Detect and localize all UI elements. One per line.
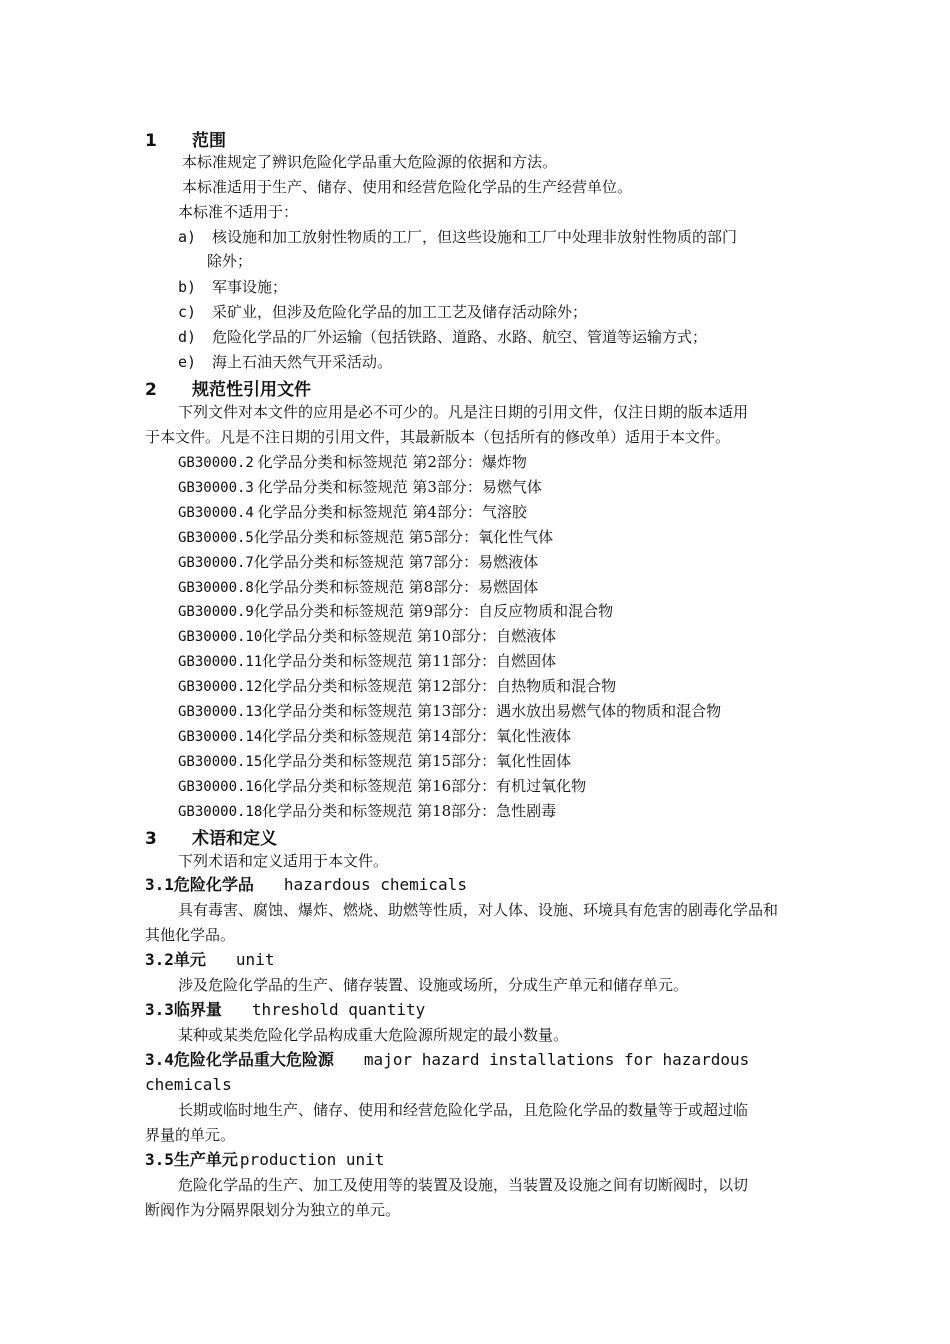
reference-title: 化学品分类和标签规范 第9部分：自反应物质和混合物: [253, 602, 614, 620]
reference-title: 化学品分类和标签规范 第7部分：易燃液体: [253, 553, 539, 571]
reference-item: [178, 477, 542, 498]
reference-title: 化学品分类和标签规范 第8部分：易燃固体: [253, 578, 539, 596]
term-definition: 某种或某类危险化学品构成重大危险源所规定的最小数量。: [178, 1026, 569, 1044]
paragraph: 于本文件。凡是不注日期的引用文件，其最新版本（包括所有的修改单）适用于本文件。: [145, 428, 731, 446]
reference-title: 化学品分类和标签规范 第13部分：遇水放出易燃气体的物质和混合物: [262, 702, 722, 720]
reference-title: 化学品分类和标签规范 第3部分：易燃气体: [257, 478, 542, 496]
term-english: hazardous chemicals: [283, 875, 467, 894]
list-item: [178, 302, 587, 322]
term-definition: 其他化学品。: [145, 926, 236, 944]
term-number: 3.4: [145, 1050, 174, 1069]
reference-title: 化学品分类和标签规范 第2部分：爆炸物: [257, 453, 527, 471]
reference-title: 化学品分类和标签规范 第5部分：氧化性气体: [253, 528, 554, 546]
reference-title: 化学品分类和标签规范 第10部分：自燃液体: [262, 627, 557, 645]
reference-code: GB30000.8: [178, 580, 254, 596]
term-chinese: 生产单元: [173, 1150, 238, 1169]
section-heading-1: [145, 126, 226, 151]
reference-code: GB30000.3: [178, 480, 254, 496]
paragraph: 本标准规定了辨识危险化学品重大危险源的依据和方法。: [182, 153, 558, 171]
reference-code: GB30000.5: [178, 530, 254, 546]
section-title: 规范性引用文件: [192, 380, 311, 400]
reference-code: GB30000.15: [178, 754, 263, 770]
paragraph: 本标准适用于生产、储存、使用和经营危险化学品的生产经营单位。: [182, 178, 633, 196]
reference-code: GB30000.4: [178, 505, 254, 521]
term-definition: 涉及危险化学品的生产、储存装置、设施或场所，分成生产单元和储存单元。: [178, 976, 689, 994]
reference-item: [178, 527, 553, 548]
reference-item: [178, 751, 571, 772]
reference-title: 化学品分类和标签规范 第18部分：急性剧毒: [262, 802, 557, 820]
term-number: 3.2: [145, 950, 174, 969]
term-chinese: 临界量: [173, 1000, 222, 1019]
list-item-text: 军事设施；: [212, 278, 288, 296]
term-english: major hazard installations for hazardous: [363, 1050, 750, 1069]
list-item: [178, 352, 392, 372]
section-number: 2: [145, 380, 157, 400]
list-item-key: d): [178, 328, 197, 346]
term-chinese: 危险化学品: [173, 875, 254, 894]
reference-code: GB30000.18: [178, 804, 263, 820]
reference-item: [178, 701, 721, 722]
reference-item: [178, 552, 538, 573]
reference-code: GB30000.13: [178, 704, 263, 720]
list-item-text: 核设施和加工放射性物质的工厂，但这些设施和工厂中处理非放射性物质的部门: [212, 228, 738, 246]
paragraph: 下列术语和定义适用于本文件。: [178, 852, 389, 870]
term-heading-continuation: [145, 1074, 232, 1097]
term-number: 3.3: [145, 1000, 174, 1019]
term-heading: [145, 1049, 749, 1072]
reference-title: 化学品分类和标签规范 第15部分：氧化性固体: [262, 752, 572, 770]
term-definition: 界量的单元。: [145, 1126, 236, 1144]
term-definition: 断阀作为分隔界限划分为独立的单元。: [145, 1201, 401, 1219]
term-heading: [145, 874, 467, 897]
reference-code: GB30000.10: [178, 629, 263, 645]
term-number: 3.1: [145, 875, 174, 894]
list-item-key: c): [178, 303, 197, 321]
term-english: unit: [235, 950, 275, 969]
reference-title: 化学品分类和标签规范 第14部分：氧化性液体: [262, 727, 572, 745]
list-item-key: a): [178, 228, 197, 246]
term-heading: [145, 999, 425, 1022]
reference-code: GB30000.11: [178, 654, 263, 670]
reference-item: [178, 651, 556, 672]
reference-code: GB30000.12: [178, 679, 263, 695]
term-heading: [145, 949, 274, 972]
reference-item: [178, 452, 527, 473]
reference-title: 化学品分类和标签规范 第16部分：有机过氧化物: [262, 777, 587, 795]
section-number: 3: [145, 829, 157, 849]
reference-item: [178, 726, 571, 747]
term-chinese: 单元: [173, 950, 206, 969]
section-title: 术语和定义: [192, 829, 277, 849]
term-definition: 具有毒害、腐蚀、爆炸、燃烧、助燃等性质，对人体、设施、环境具有危害的剧毒化学品和: [178, 901, 779, 919]
reference-code: GB30000.14: [178, 729, 263, 745]
term-english: chemicals: [145, 1075, 232, 1094]
reference-code: GB30000.16: [178, 779, 263, 795]
list-item-key: e): [178, 353, 197, 371]
list-item: [178, 277, 287, 297]
reference-item: [178, 676, 616, 697]
list-item: [178, 227, 737, 247]
reference-code: GB30000.9: [178, 604, 254, 620]
reference-title: 化学品分类和标签规范 第12部分：自热物质和混合物: [262, 677, 617, 695]
list-item-key: b): [178, 278, 197, 296]
term-definition: 长期或临时地生产、储存、使用和经营危险化学品，且危险化学品的数量等于或超过临: [178, 1101, 749, 1119]
term-heading: [145, 1149, 384, 1172]
reference-item: [178, 626, 556, 647]
reference-item: [178, 577, 538, 598]
section-title: 范围: [192, 131, 226, 151]
list-item-text: 采矿业，但涉及危险化学品的加工工艺及储存活动除外；: [212, 303, 588, 321]
reference-item: [178, 502, 527, 523]
reference-title: 化学品分类和标签规范 第11部分：自燃固体: [262, 652, 557, 670]
section-heading-3: [145, 824, 277, 849]
section-heading-2: [145, 375, 311, 400]
reference-item: [178, 801, 556, 822]
term-chinese: 危险化学品重大危险源: [173, 1050, 334, 1069]
term-english: threshold quantity: [251, 1000, 426, 1019]
list-item-text: 海上石油天然气开采活动。: [212, 353, 393, 371]
paragraph: 本标准不适用于：: [178, 203, 299, 221]
section-number: 1: [145, 131, 157, 151]
reference-item: [178, 776, 586, 797]
paragraph: 下列文件对本文件的应用是必不可少的。凡是注日期的引用文件，仅注日期的版本适用: [178, 403, 749, 421]
term-number: 3.5: [145, 1150, 174, 1169]
list-item-continuation: 除外；: [207, 252, 253, 270]
reference-item: [178, 601, 613, 622]
reference-code: GB30000.2: [178, 455, 254, 471]
term-definition: 危险化学品的生产、加工及使用等的装置及设施，当装置及设施之间有切断阀时，以切: [178, 1176, 749, 1194]
reference-title: 化学品分类和标签规范 第4部分：气溶胶: [257, 503, 527, 521]
reference-code: GB30000.7: [178, 555, 254, 571]
list-item-text: 危险化学品的厂外运输（包括铁路、道路、水路、航空、管道等运输方式；: [212, 328, 708, 346]
term-english: production unit: [239, 1150, 385, 1169]
list-item: [178, 327, 707, 347]
